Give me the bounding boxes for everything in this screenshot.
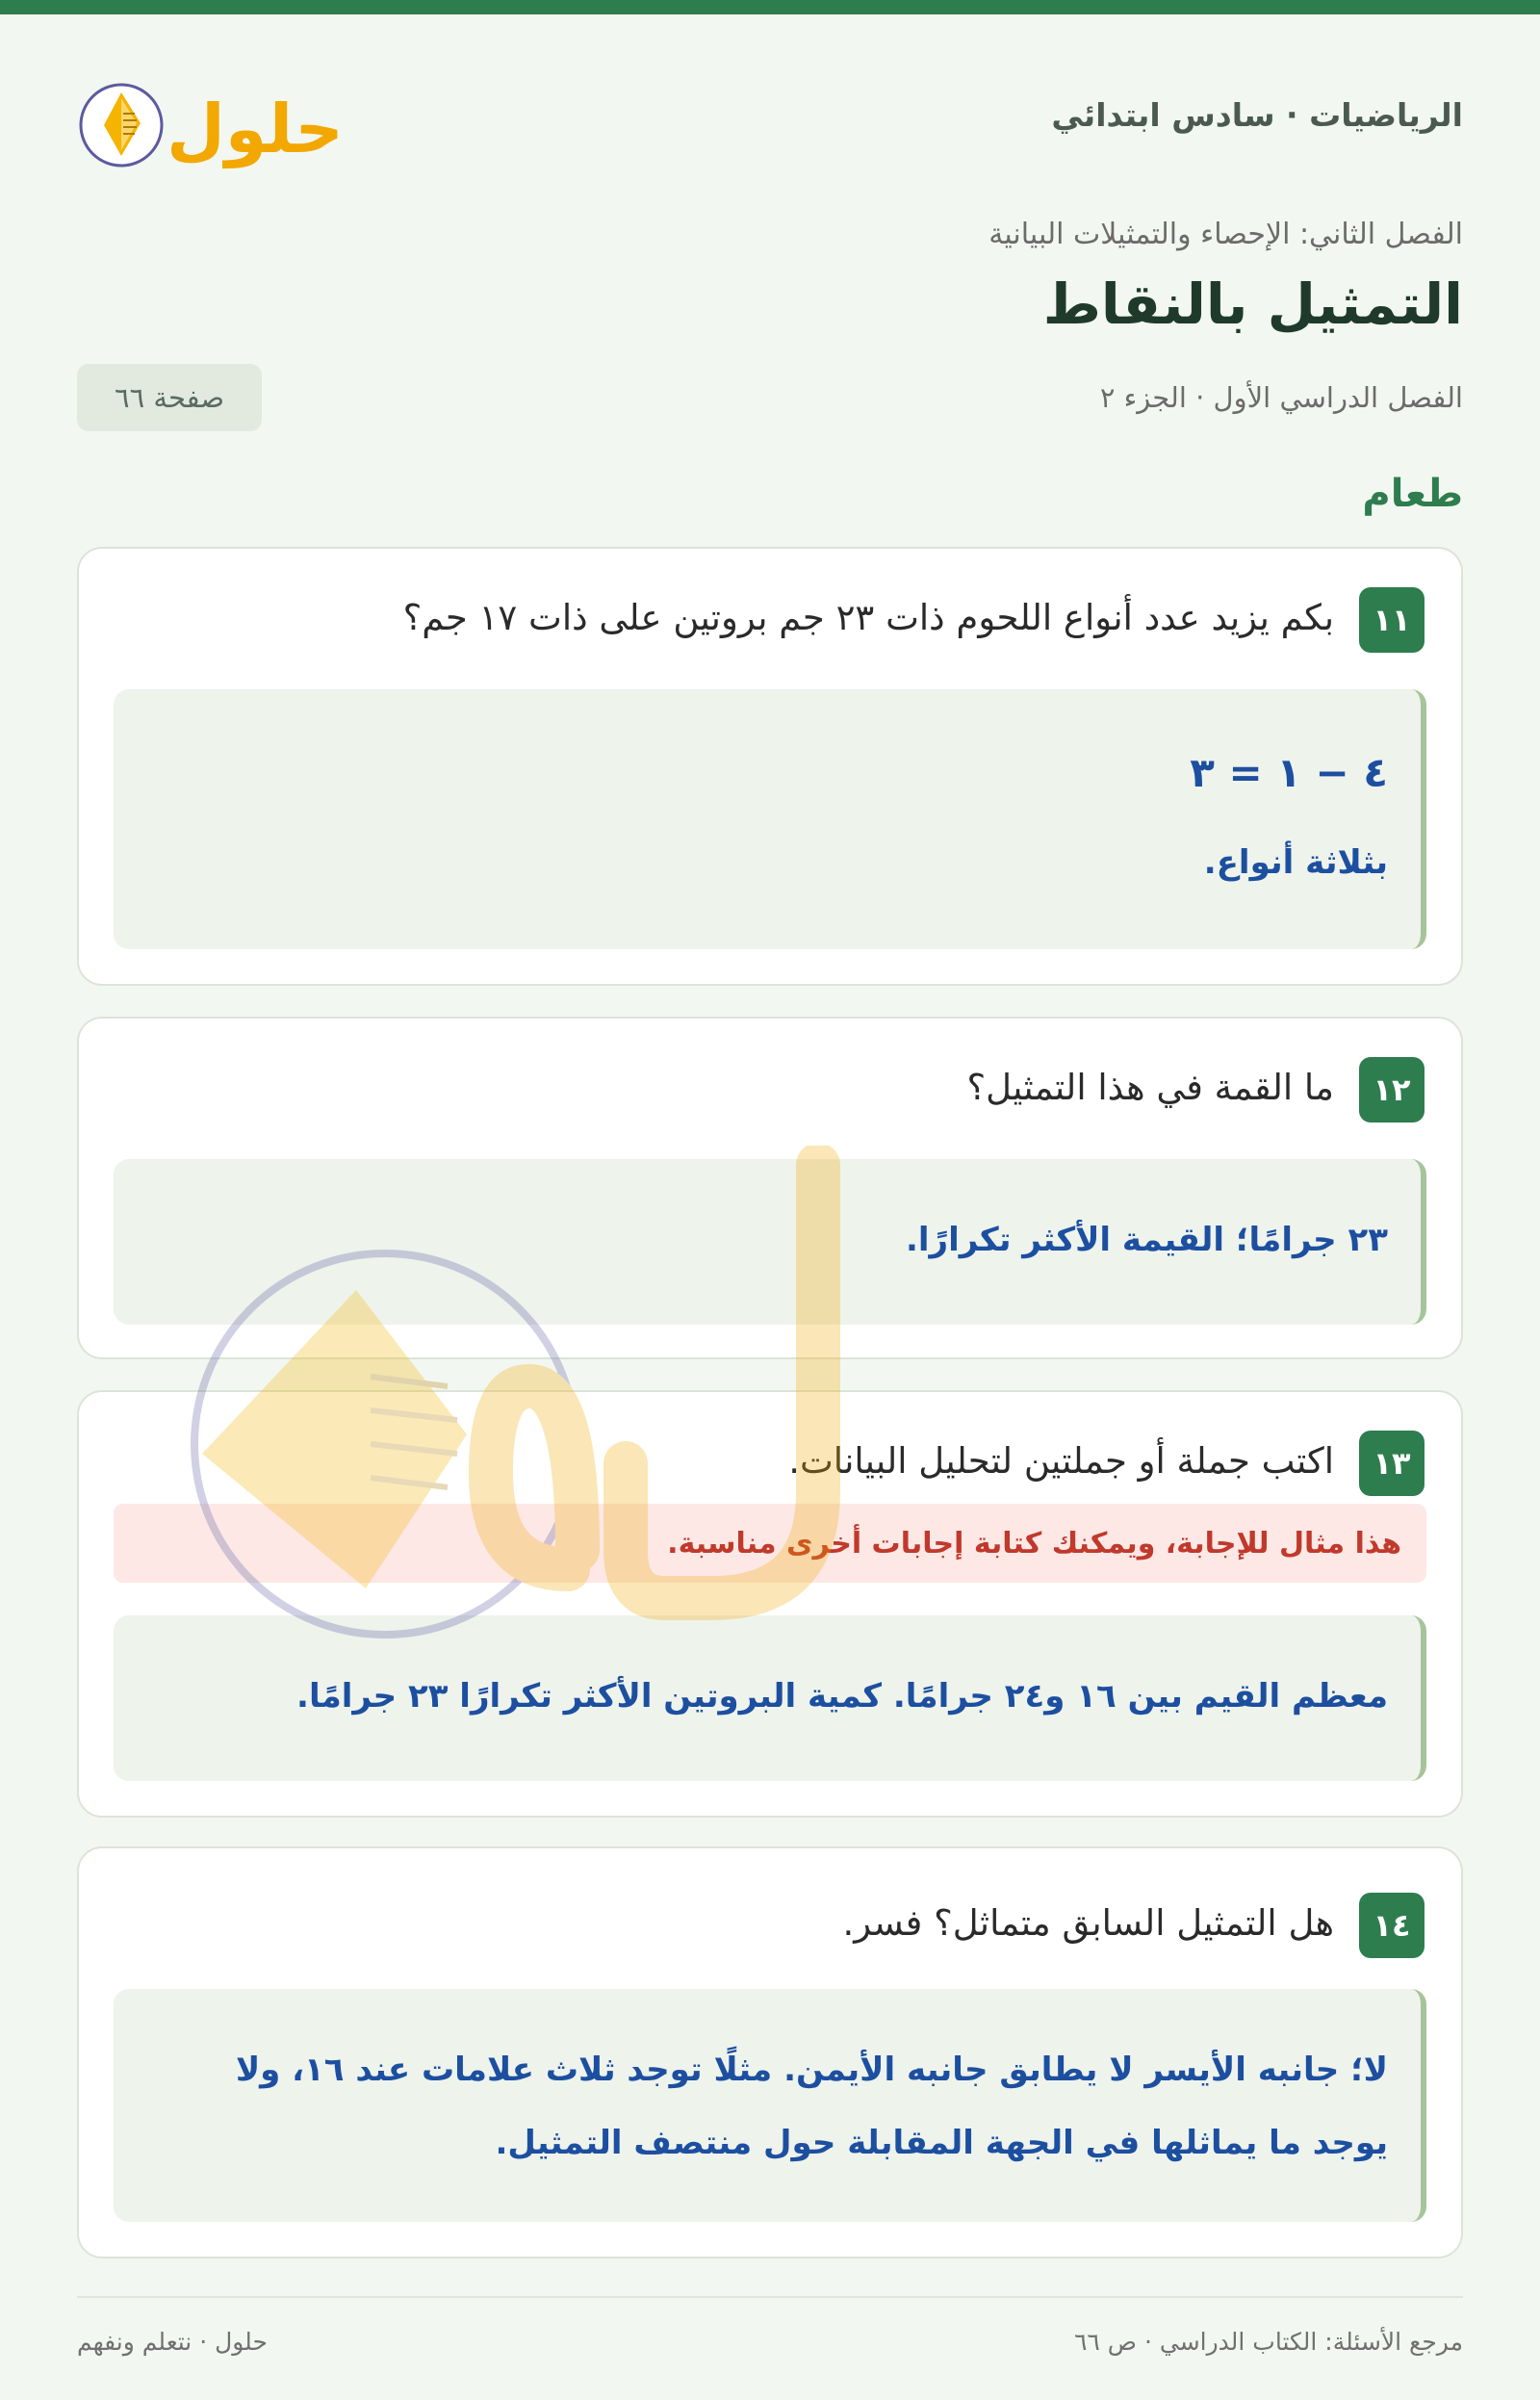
answer-line: لا؛ جانبه الأيسر لا يطابق جانبه الأيمن. مثلًا توجد ثلاث علامات عند ١٦، ولا: [235, 2051, 1388, 2089]
question-card-13: [77, 1390, 1463, 1818]
lesson-title: التمثيل بالنقاط: [1042, 271, 1463, 337]
answer-line: ٢٣ جرامًا؛ القيمة الأكثر تكرارًا.: [905, 1221, 1388, 1259]
question-text: اكتب جملة أو جملتين لتحليل البيانات.: [788, 1440, 1334, 1482]
question-text: ما القمة في هذا التمثيل؟: [966, 1067, 1334, 1108]
answer-box: [114, 1989, 1426, 2222]
question-text: بكم يزيد عدد أنواع اللحوم ذات ٢٣ جم بروتين على ذات ١٧ جم؟: [402, 597, 1334, 638]
question-number: ١٣: [1359, 1431, 1424, 1496]
section-title: طعام: [1362, 472, 1463, 516]
question-number: ١٤: [1359, 1893, 1424, 1958]
top-accent-bar: [0, 0, 1540, 14]
subject-title: الرياضيات · سادس ابتدائي: [1051, 96, 1463, 134]
question-card-12: [77, 1017, 1463, 1359]
answer-line: ٤ − ١ = ٣: [1190, 749, 1388, 796]
answer-box: [114, 1159, 1426, 1325]
answer-line: يوجد ما يماثلها في الجهة المقابلة حول منتصف التمثيل.: [495, 2124, 1388, 2162]
answer-box: [114, 1615, 1426, 1781]
question-card-14: [77, 1846, 1463, 2258]
answer-box: [114, 689, 1426, 949]
answer-line: بثلاثة أنواع.: [1203, 843, 1388, 882]
answer-line: معظم القيم بين ١٦ و٢٤ جرامًا. كمية البروتين الأكثر تكرارًا ٢٣ جرامًا.: [296, 1677, 1388, 1716]
chapter-title: الفصل الثاني: الإحصاء والتمثيلات البيانية: [988, 218, 1463, 251]
header: [77, 67, 1463, 173]
footer-brand: حلول · نتعلم ونفهم: [77, 2328, 268, 2356]
term-info: الفصل الدراسي الأول · الجزء ٢: [1099, 381, 1463, 414]
footer-divider: [77, 2296, 1463, 2298]
hulool-logo[interactable]: [77, 67, 366, 173]
question-card-11: [77, 547, 1463, 986]
question-text: هل التمثيل السابق متماثل؟ فسر.: [842, 1902, 1334, 1944]
page-badge: صفحة ٦٦: [77, 364, 262, 431]
question-number: ١٢: [1359, 1057, 1424, 1123]
question-number: ١١: [1359, 587, 1424, 653]
sample-answer-note: هذا مثال للإجابة، ويمكنك كتابة إجابات أخرى مناسبة.: [114, 1504, 1426, 1583]
logo-wordmark: حلول: [167, 90, 344, 168]
footer-reference: مرجع الأسئلة: الكتاب الدراسي · ص ٦٦: [1073, 2328, 1463, 2356]
